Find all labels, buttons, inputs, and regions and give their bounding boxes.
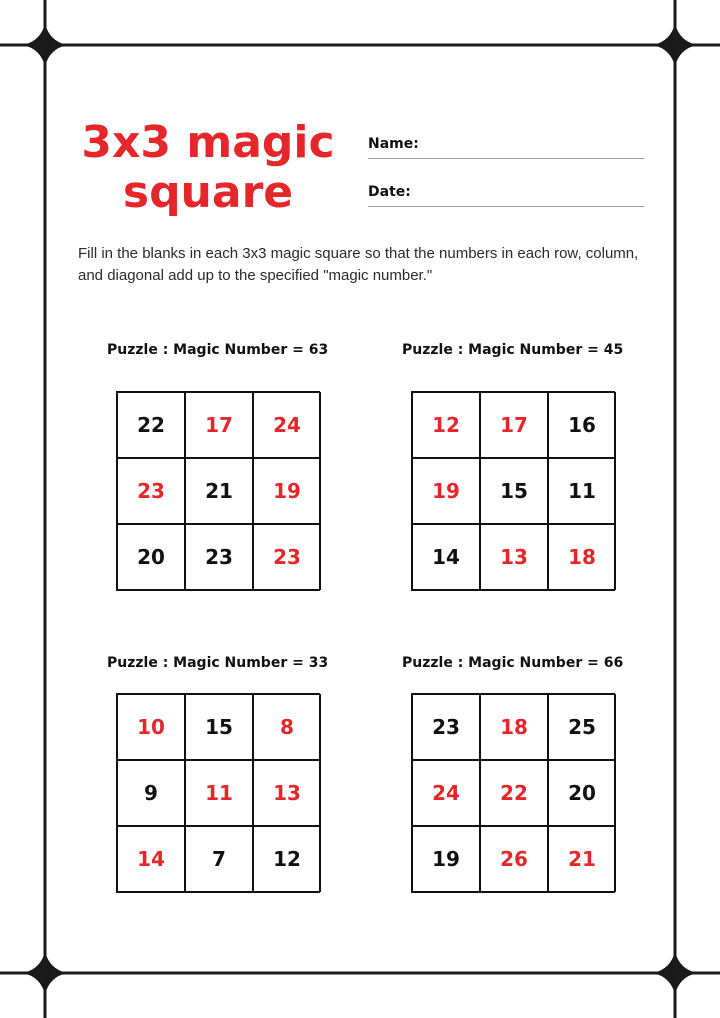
title-line-2: square: [122, 167, 294, 218]
answer-cell[interactable]: 14: [117, 826, 185, 892]
answer-cell[interactable]: 17: [480, 392, 548, 458]
instructions: Fill in the blanks in each 3x3 magic square so that the numbers in each row, column, and diagonal add up to the specified "magic number.": [78, 245, 639, 284]
answer-cell[interactable]: 24: [253, 392, 321, 458]
given-cell[interactable]: 11: [548, 458, 616, 524]
given-cell[interactable]: 14: [412, 524, 480, 590]
answer-cell[interactable]: 19: [412, 458, 480, 524]
star-icon: [653, 23, 697, 67]
given-cell[interactable]: 23: [185, 524, 253, 590]
puzzle-2-label: Puzzle : Magic Number = 45: [402, 342, 624, 358]
answer-cell[interactable]: 10: [117, 694, 185, 760]
answer-cell[interactable]: 23: [253, 524, 321, 590]
given-cell[interactable]: 12: [253, 826, 321, 892]
answer-cell[interactable]: 23: [117, 458, 185, 524]
answer-cell[interactable]: 26: [480, 826, 548, 892]
given-cell[interactable]: 22: [117, 392, 185, 458]
given-cell[interactable]: 9: [117, 760, 185, 826]
star-icon: [23, 951, 67, 995]
star-icon: [23, 23, 67, 67]
given-cell[interactable]: 7: [185, 826, 253, 892]
page-title: [78, 118, 338, 218]
given-cell[interactable]: 20: [117, 524, 185, 590]
answer-cell[interactable]: 21: [548, 826, 616, 892]
puzzle-3-grid: [116, 693, 320, 893]
puzzle-2-grid: [411, 391, 615, 591]
given-cell[interactable]: 23: [412, 694, 480, 760]
answer-cell[interactable]: 24: [412, 760, 480, 826]
answer-cell[interactable]: 12: [412, 392, 480, 458]
puzzle-4-label: Puzzle : Magic Number = 66: [402, 655, 624, 671]
answer-cell[interactable]: 13: [253, 760, 321, 826]
answer-cell[interactable]: 18: [548, 524, 616, 590]
date-label: Date:: [368, 184, 411, 200]
given-cell[interactable]: 15: [480, 458, 548, 524]
puzzle-1-label: Puzzle : Magic Number = 63: [107, 342, 329, 358]
given-cell[interactable]: 20: [548, 760, 616, 826]
given-cell[interactable]: 19: [412, 826, 480, 892]
name-field[interactable]: [368, 132, 644, 159]
answer-cell[interactable]: 18: [480, 694, 548, 760]
given-cell[interactable]: 21: [185, 458, 253, 524]
answer-cell[interactable]: 19: [253, 458, 321, 524]
star-icon: [653, 951, 697, 995]
puzzle-3-label: Puzzle : Magic Number = 33: [107, 655, 329, 671]
given-cell[interactable]: 25: [548, 694, 616, 760]
puzzle-4-grid: [411, 693, 615, 893]
answer-cell[interactable]: 13: [480, 524, 548, 590]
given-cell[interactable]: 16: [548, 392, 616, 458]
answer-cell[interactable]: 17: [185, 392, 253, 458]
title-line-1: 3x3 magic: [81, 117, 335, 168]
answer-cell[interactable]: 22: [480, 760, 548, 826]
given-cell[interactable]: 15: [185, 694, 253, 760]
puzzle-1-grid: [116, 391, 320, 591]
name-label: Name:: [368, 136, 419, 152]
answer-cell[interactable]: 8: [253, 694, 321, 760]
answer-cell[interactable]: 11: [185, 760, 253, 826]
date-field[interactable]: [368, 180, 644, 207]
